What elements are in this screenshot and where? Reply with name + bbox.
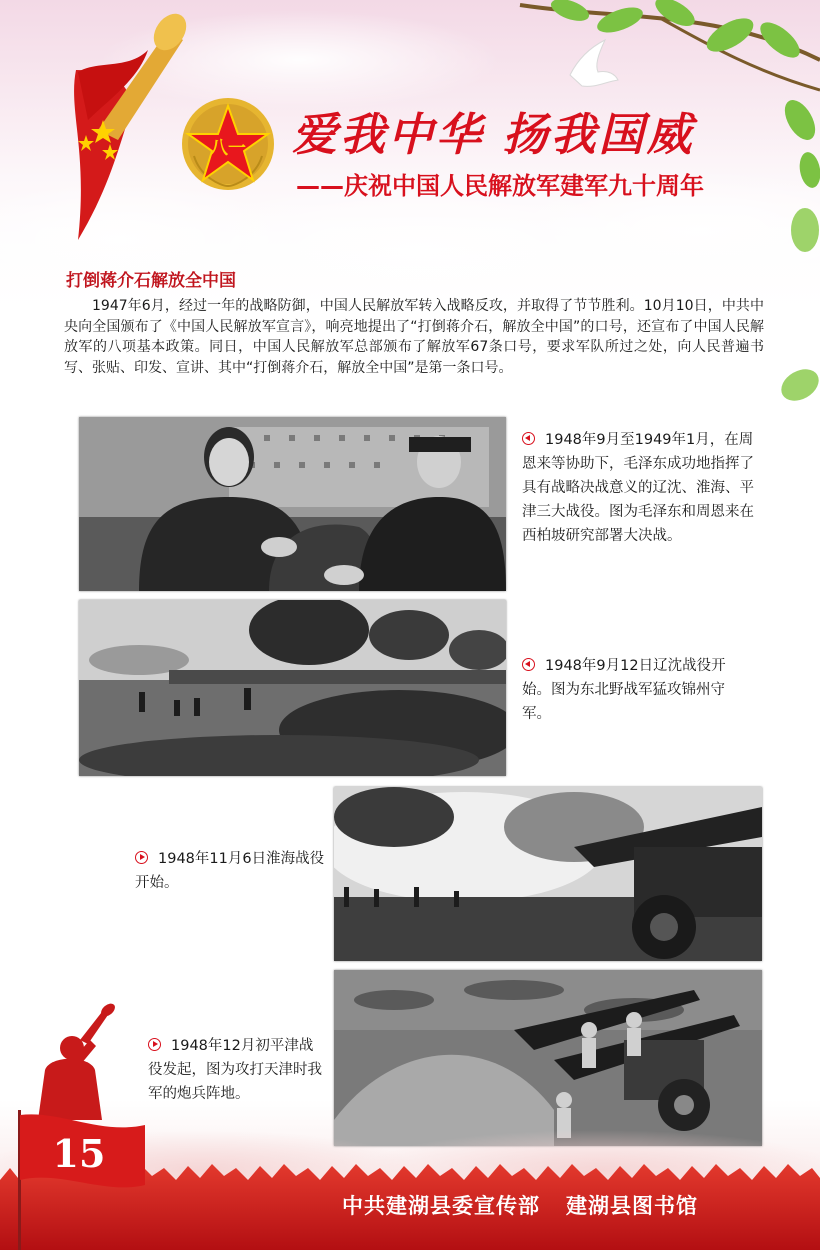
caption-1-text: 1948年9月至1949年1月，在周恩来等协助下，毛泽东成功地指挥了具有战略决战意义的辽沈、淮海、平津三大战役。图为毛泽东和周恩来在西柏坡研究部署大决战。: [522, 432, 754, 544]
main-title: 爱我中华 扬我国威: [292, 108, 695, 161]
photo-huaihai-battle: [334, 787, 762, 961]
caption-1: [522, 428, 758, 548]
emblem-text: 八一: [210, 138, 246, 159]
caption-4-text: 1948年12月初平津战役发起，图为攻打天津时我军的炮兵阵地。: [148, 1038, 322, 1102]
caption-3-text: 1948年11月6日淮海战役开始。: [135, 851, 325, 891]
play-right-icon: [135, 851, 148, 864]
article-body: 1947年6月，经过一年的战略防御，中国人民解放军转入战略反攻，并取得了节节胜利。10月10日，中共中央向全国颁布了《中国人民解放军宣言》，响亮地提出了“打倒蒋介石，解放全中国”的口号，还宣布了中国人民解放军的八项基本政策。同日，中国人民解放军总部颁布了解放军67条口号，要求军队所过之处，向人民普遍书写、张贴、印发、宣讲、其中“打倒蒋介石，解放全中国”是第一条口号。: [64, 298, 764, 376]
caption-2-text: 1948年9月12日辽沈战役开始。图为东北野战军猛攻锦州守军。: [522, 658, 726, 722]
photo-liaoshen-battle: [79, 600, 506, 776]
footer-organizations: [342, 1190, 698, 1220]
footer-org-1: 中共建湖县委宣传部: [342, 1194, 540, 1218]
photo-meeting: [79, 417, 506, 591]
sub-title: ——庆祝中国人民解放军建军九十周年: [296, 172, 704, 200]
play-left-icon: [522, 658, 535, 671]
page-number: 15: [52, 1131, 106, 1176]
bugler-flag-decoration: [10, 1000, 150, 1250]
caption-2: [522, 654, 746, 726]
army-emblem-icon: [180, 96, 276, 192]
play-left-icon: [522, 432, 535, 445]
footer-org-2: 建湖县图书馆: [566, 1194, 698, 1218]
section-heading: 打倒蒋介石解放全中国: [66, 271, 236, 291]
caption-3: [135, 847, 331, 895]
trumpet-decoration: [58, 10, 188, 240]
